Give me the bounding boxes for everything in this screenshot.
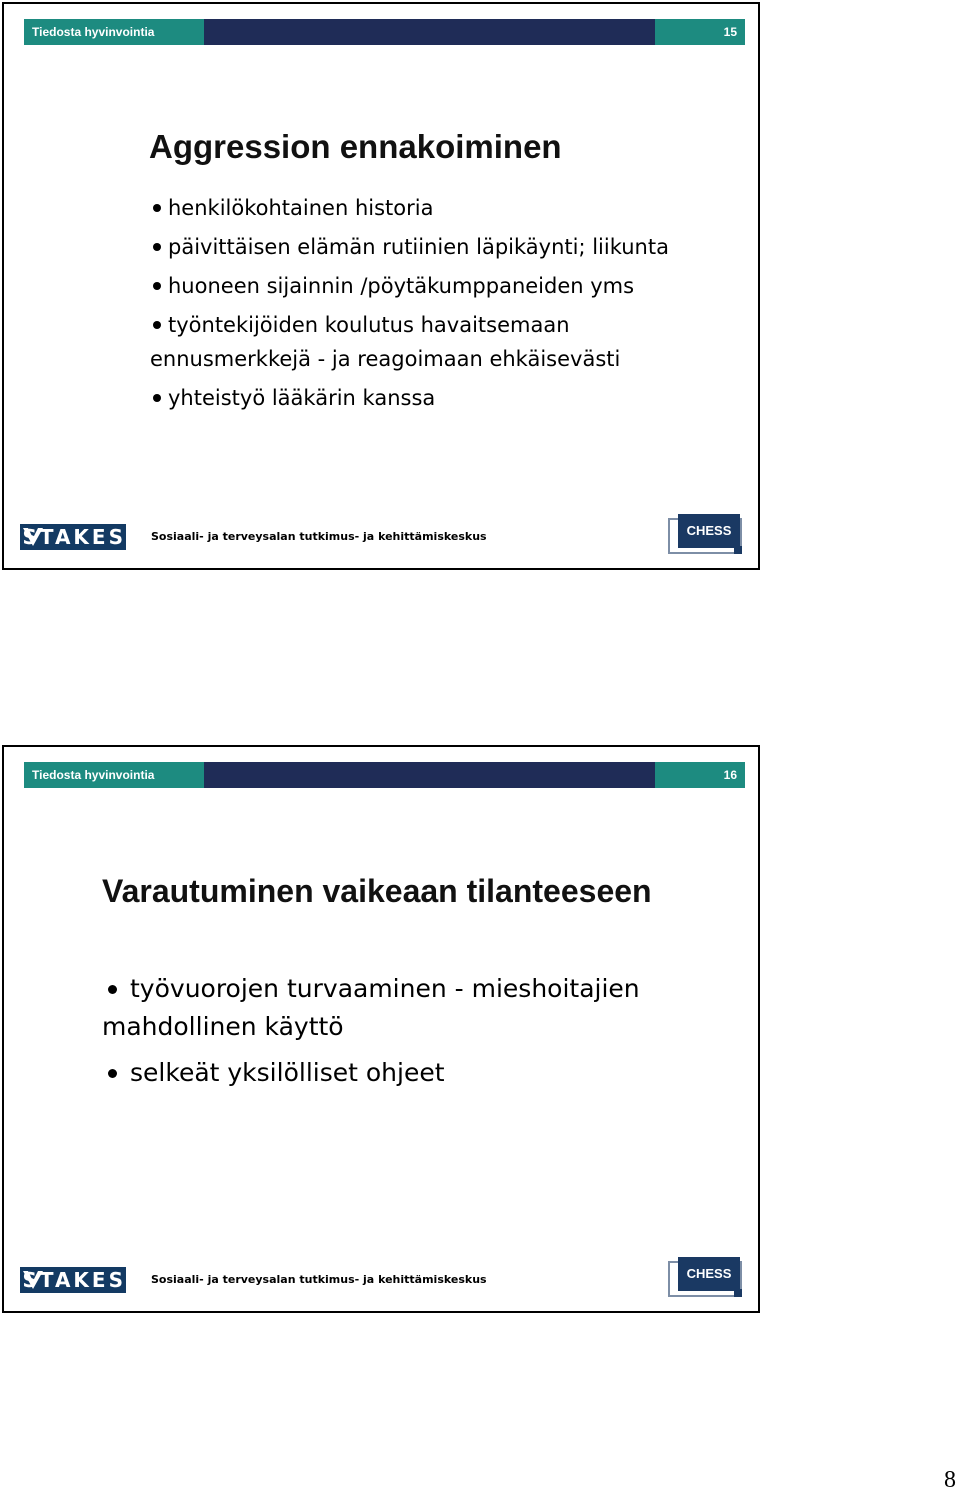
bullet-dot-icon xyxy=(153,282,161,290)
bullet-item: yhteistyö lääkärin kanssa xyxy=(150,381,750,415)
bullet-dot-icon xyxy=(108,985,117,994)
header-label: Tiedosta hyvinvointia xyxy=(24,19,204,45)
bullet-item: henkilökohtainen historia xyxy=(150,191,750,225)
organization-name: Sosiaali- ja terveysalan tutkimus- ja kehittämiskeskus xyxy=(151,1273,487,1286)
slide-number: 16 xyxy=(655,762,745,788)
bullet-list xyxy=(102,970,722,1100)
slide-16 xyxy=(2,745,760,1313)
stakes-v-icon xyxy=(20,1267,22,1293)
header-label: Tiedosta hyvinvointia xyxy=(24,762,204,788)
chess-logo-text: CHESS xyxy=(678,1257,740,1291)
slide-title: Aggression ennakoiminen xyxy=(149,128,562,165)
chess-logo xyxy=(668,1257,744,1299)
slide-footer xyxy=(4,512,758,572)
slide-number: 15 xyxy=(655,19,745,45)
bullet-item: päivittäisen elämän rutiinien läpikäynti; liikunta xyxy=(150,230,750,264)
slide-header-bar xyxy=(24,19,745,45)
bullet-dot-icon xyxy=(153,243,161,251)
stakes-logo-text: STAKES xyxy=(22,1268,126,1292)
bullet-dot-icon xyxy=(153,394,161,402)
chess-logo xyxy=(668,514,744,556)
slide-footer xyxy=(4,1255,758,1315)
stakes-logo xyxy=(20,1267,126,1293)
chess-logo-text: CHESS xyxy=(678,514,740,548)
bullet-list xyxy=(150,191,750,420)
stakes-logo-text: STAKES xyxy=(22,525,126,549)
page-number: 8 xyxy=(944,1467,956,1493)
bullet-dot-icon xyxy=(153,204,161,212)
organization-name: Sosiaali- ja terveysalan tutkimus- ja kehittämiskeskus xyxy=(151,530,487,543)
bullet-item: työvuorojen turvaaminen - mieshoitajien mahdollinen käyttö xyxy=(102,974,640,1041)
stakes-logo xyxy=(20,524,126,550)
slide-title: Varautuminen vaikeaan tilanteeseen xyxy=(102,873,652,909)
slide-header-bar xyxy=(24,762,745,788)
stakes-v-icon xyxy=(20,524,22,550)
slide-15 xyxy=(2,2,760,570)
bullet-item: huoneen sijainnin /pöytäkumppaneiden yms xyxy=(150,269,750,303)
bullet-item: työntekijöiden koulutus havaitsemaan ennusmerkkejä - ja reagoimaan ehkäisevästi xyxy=(150,313,621,371)
bullet-dot-icon xyxy=(108,1069,117,1078)
bullet-dot-icon xyxy=(153,321,161,329)
bullet-item: selkeät yksilölliset ohjeet xyxy=(102,1054,722,1092)
